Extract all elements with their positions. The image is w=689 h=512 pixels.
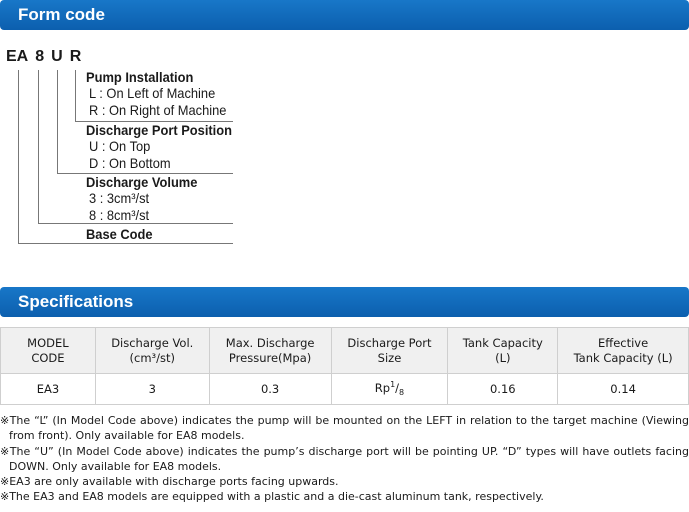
port-base: Rp bbox=[374, 381, 391, 396]
pump-installation-option-r: R : On Right of Machine bbox=[89, 102, 227, 118]
discharge-volume-heading: Discharge Volume bbox=[86, 174, 198, 190]
form-code-title: Form code bbox=[18, 5, 105, 24]
cell-max-pressure: 0.3 bbox=[209, 374, 331, 405]
code-part-base: EA bbox=[6, 48, 29, 65]
note-item: ※The “U” (In Model Code above) indicates the pump’s discharge port will be pointing UP. “D” types will have outlets facing DOWN. Only available for EA8 models. bbox=[0, 444, 689, 473]
pump-installation-option-l: L : On Left of Machine bbox=[89, 85, 216, 101]
discharge-port-position-heading: Discharge Port Position bbox=[86, 122, 233, 138]
base-code-heading: Base Code bbox=[86, 226, 153, 242]
port-sup: 1 bbox=[390, 380, 396, 390]
cell-model: EA3 bbox=[1, 374, 96, 405]
note-item: ※EA3 are only available with discharge ports facing upwards. bbox=[0, 475, 339, 489]
code-part-port: U bbox=[51, 48, 63, 65]
discharge-volume-option-8: 8 : 8cm³/st bbox=[89, 207, 150, 223]
col-header-line: Max. Discharge bbox=[225, 335, 315, 350]
model-code bbox=[6, 48, 88, 66]
cell-discharge-vol: 3 bbox=[95, 374, 209, 405]
col-header-line: Discharge Vol. bbox=[111, 335, 194, 350]
form-code-header bbox=[0, 0, 689, 30]
col-header-line: Effective bbox=[598, 335, 649, 350]
col-header-line: Tank Capacity (L) bbox=[573, 350, 673, 365]
code-part-volume: 8 bbox=[35, 48, 45, 65]
col-header-line: (L) bbox=[495, 350, 511, 365]
table-header-row bbox=[1, 328, 689, 374]
specifications-title: Specifications bbox=[18, 292, 134, 311]
notes bbox=[0, 413, 689, 505]
pump-installation-heading: Pump Installation bbox=[86, 69, 194, 85]
port-sub: 8 bbox=[399, 388, 405, 398]
col-header-line: Pressure(Mpa) bbox=[228, 350, 312, 365]
cell-effective: 0.14 bbox=[558, 374, 689, 405]
col-header-line: Discharge Port bbox=[347, 335, 432, 350]
note-item: ※The “L” (In Model Code above) indicates the pump will be mounted on the LEFT in relation to the target machine (Viewing from front). Only available for EA8 models. bbox=[0, 414, 689, 443]
discharge-port-option-d: D : On Bottom bbox=[89, 155, 171, 171]
specifications-header bbox=[0, 287, 689, 317]
col-tank-capacity bbox=[448, 328, 558, 374]
specifications-table bbox=[0, 327, 689, 405]
col-header-line: (cm³/st) bbox=[129, 350, 175, 365]
col-effective-capacity bbox=[558, 328, 689, 374]
col-model-code bbox=[1, 328, 96, 374]
port-slash: / bbox=[395, 381, 400, 396]
tree-line-base bbox=[18, 70, 19, 243]
tree-branch-base bbox=[18, 243, 233, 244]
tree-line-installation bbox=[75, 70, 76, 121]
col-port-size bbox=[331, 328, 448, 374]
note-item: ※The EA3 and EA8 models are equipped with a plastic and a die-cast aluminum tank, respectively. bbox=[0, 490, 544, 504]
discharge-port-option-u: U : On Top bbox=[89, 138, 151, 154]
cell-port-size bbox=[331, 374, 448, 405]
tree-line-volume bbox=[38, 70, 39, 223]
table-row bbox=[1, 374, 689, 405]
col-header-line: Size bbox=[377, 350, 402, 365]
col-discharge-vol bbox=[95, 328, 209, 374]
col-max-pressure bbox=[209, 328, 331, 374]
tree-line-port bbox=[57, 70, 58, 173]
col-header-line: MODEL bbox=[27, 335, 69, 350]
code-part-installation: R bbox=[69, 48, 82, 65]
col-header-line: CODE bbox=[31, 350, 65, 365]
cell-tank: 0.16 bbox=[448, 374, 558, 405]
col-header-line: Tank Capacity bbox=[462, 335, 543, 350]
discharge-volume-option-3: 3 : 3cm³/st bbox=[89, 190, 150, 206]
